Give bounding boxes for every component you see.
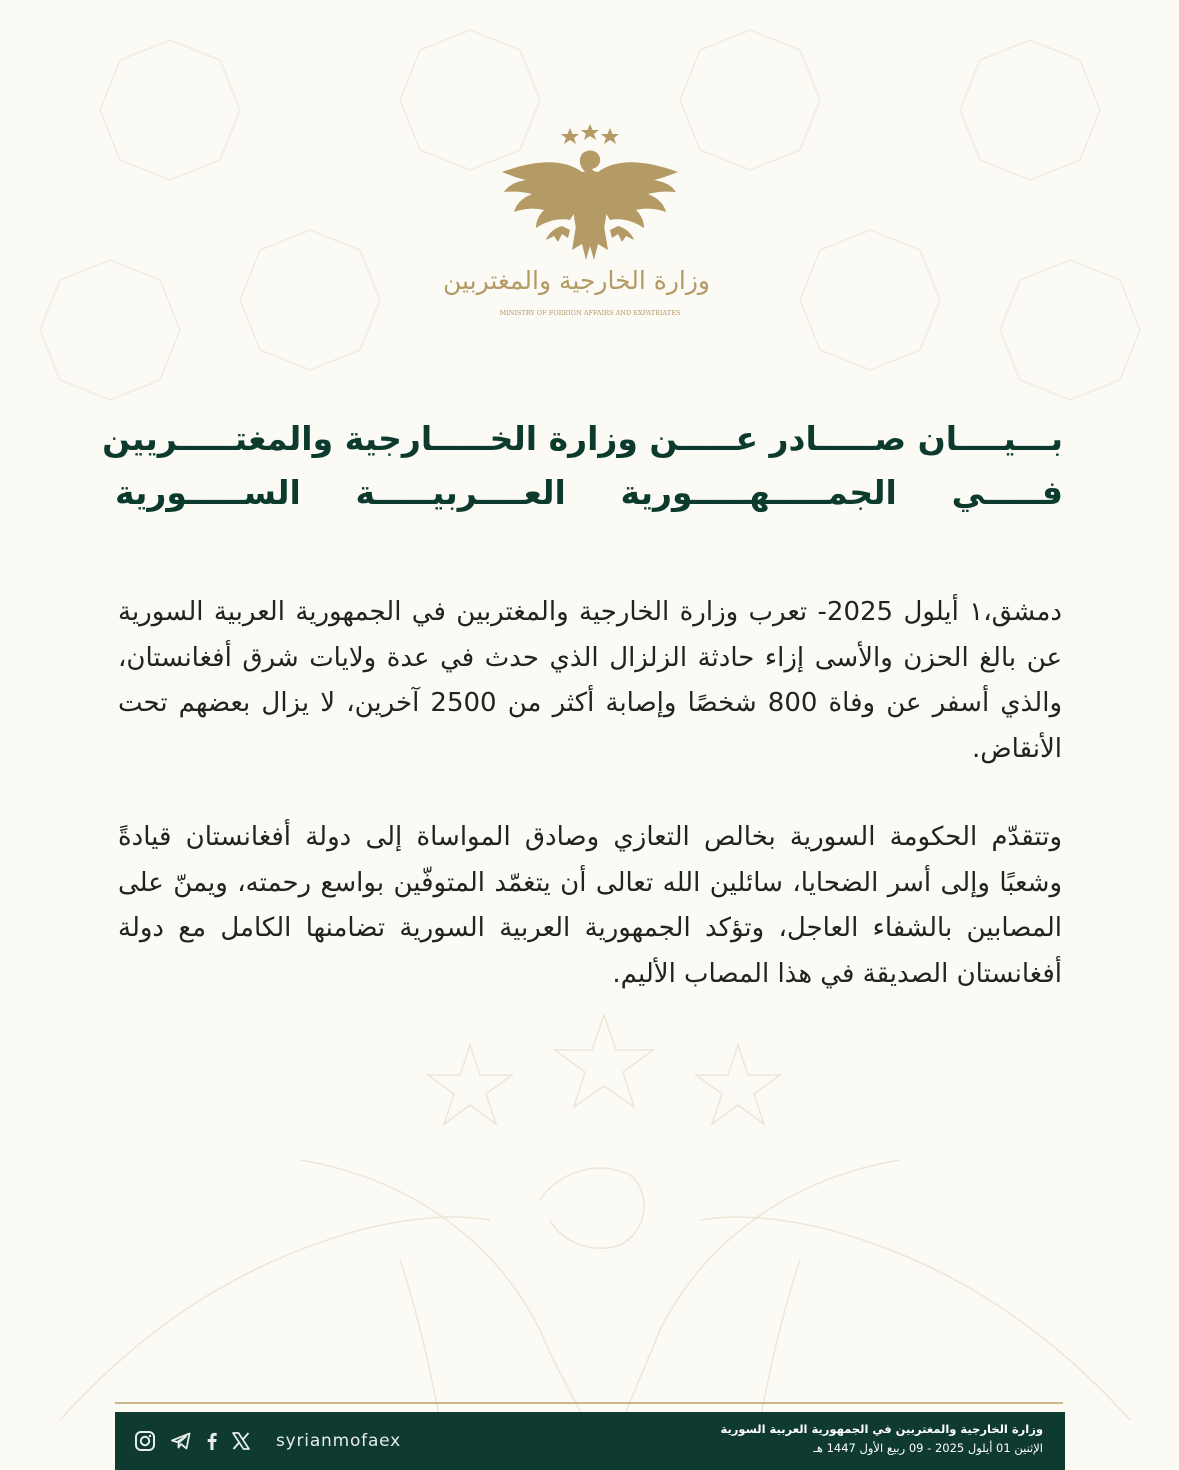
- instagram-icon[interactable]: [134, 1430, 156, 1452]
- facebook-icon[interactable]: [201, 1430, 223, 1452]
- statement-paragraph-2: وتتقدّم الحكومة السورية بخالص التعازي وصادق المواساة إلى دولة أفغانستان قيادةً وشعبًا وإلى أسر الضحايا، سائلين الله تعالى أن يتغمّد المتوفّين بواسع رحمته، ويمنّ على المصابين بالشفاء العاجل، وتؤكد الجمهورية العربية السورية تضامنها الكامل مع دولة أفغانستان الصديقة في هذا المصاب الأليم.: [118, 822, 1062, 989]
- social-handle[interactable]: syrianmofaex: [276, 1431, 402, 1451]
- ministry-logo-english: MINISTRY OF FOREIGN AFFAIRS AND EXPATRIATES: [499, 309, 681, 317]
- title-line-1: بـــيــــان صـــــادر عـــــن وزارة الخـــــارجية والمغتـــــريين: [102, 419, 1063, 458]
- footer-date: الإثنين 01 أيلول 2025 - 09 ربيع الأول 1447 هـ: [813, 1441, 1043, 1455]
- footer-bar: [115, 1412, 1065, 1470]
- ministry-logo-arabic: وزارة الخارجية والمغتربين: [443, 266, 710, 295]
- x-icon[interactable]: [230, 1430, 252, 1452]
- ministry-eagle-logo: [443, 120, 710, 330]
- title-line-2: فـــــي الجمـــــهـــــورية العــــربيـــــة الســـــورية: [115, 473, 1063, 512]
- telegram-icon[interactable]: [170, 1430, 192, 1452]
- footer-divider: [115, 1402, 1063, 1404]
- footer-info: [720, 1421, 1043, 1458]
- footer-ministry-name: وزارة الخارجية والمغتربين في الجمهورية العربية السورية: [720, 1422, 1043, 1436]
- statement-title: [102, 412, 1063, 520]
- statement-paragraph-1: دمشق،١ أيلول 2025- تعرب وزارة الخارجية والمغتربين في الجمهورية العربية السورية عن بالغ الحزن والأسى إزاء حادثة الزلزال الذي حدث في عدة ولايات شرق أفغانستان، والذي أسفر عن وفاة 800 شخصًا وإصابة أكثر من 2500 آخرين، لا يزال بعضهم تحت الأنقاض.: [118, 597, 1062, 764]
